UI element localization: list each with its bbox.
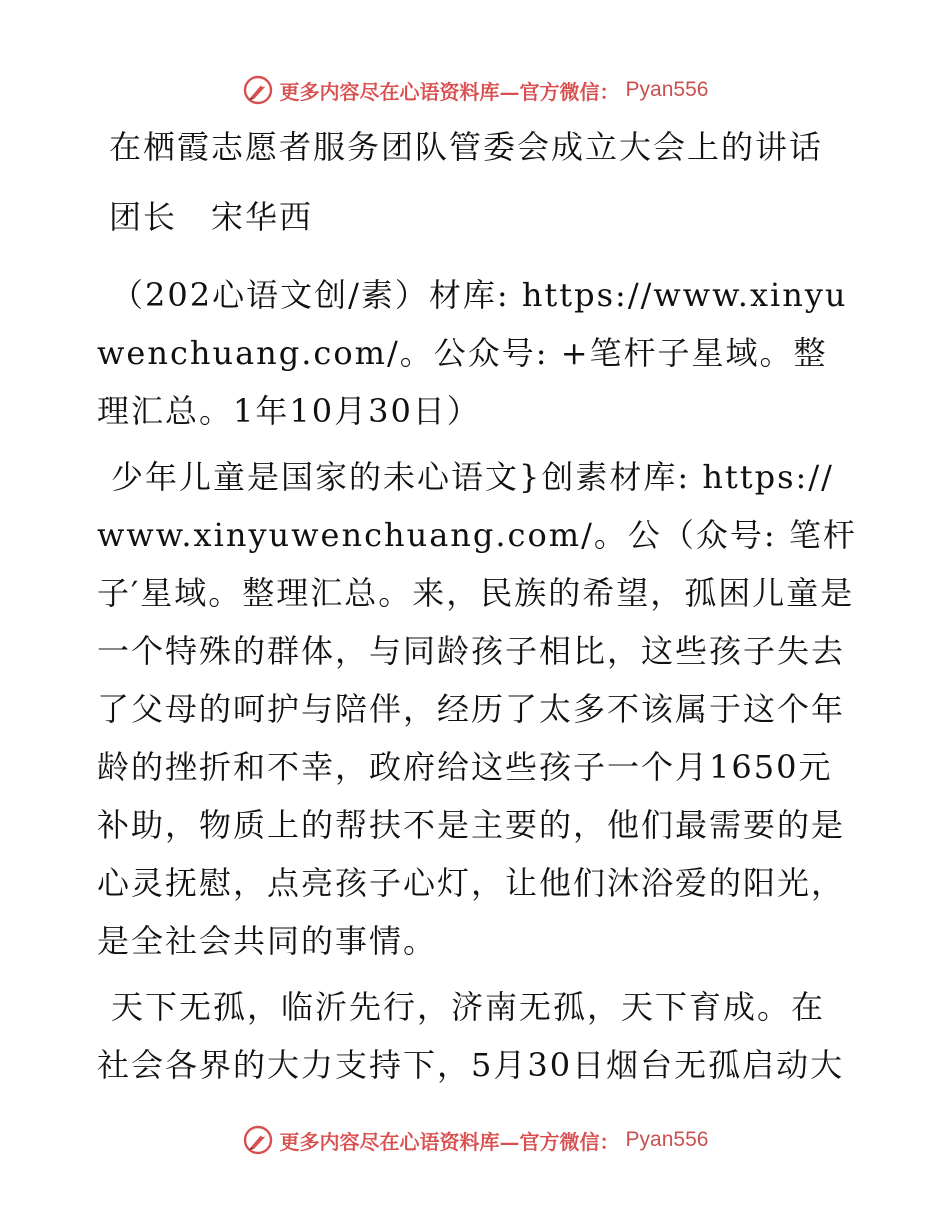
source-note: （202心语文创/素）材库: https://www.xinyuwenchuang.com/。公众号: +笔杆子星域。整理汇总。1年10月30日） xyxy=(97,276,848,430)
header-watermark xyxy=(0,70,950,110)
author-line xyxy=(97,188,857,246)
document-body xyxy=(97,118,857,1094)
paragraph: 少年儿童是国家的未心语文}创素材库: https://www.xinyuwenchuang.com/。公（众号: 笔杆子′星域。整理汇总。来，民族的希望，孤困儿童是一个特殊的群体，与同龄孩子相比，这些孩子失去了父母的呵护与陪伴，经历了太多不该属于这个年龄的挫折和不幸，政府给这些孩子一个月1650元补助，物质上的帮扶不是主要的，他们最需要的是心灵抚慰，点亮孩子心灯，让他们沐浴爱的阳光，是全社会共同的事情。 xyxy=(97,458,857,960)
pen-nib-logo-icon xyxy=(242,1124,274,1156)
author-name: 宋华西 xyxy=(211,198,314,236)
watermark-text: 更多内容尽在心语资料库—官方微信： xyxy=(279,79,620,104)
watermark-wechat-id: Pyan556 xyxy=(625,1128,709,1151)
document-title: 在栖霞志愿者服务团队管委会成立大会上的讲话 xyxy=(109,128,824,166)
watermark-text: 更多内容尽在心语资料库—官方微信： xyxy=(279,1129,620,1154)
pen-nib-logo-icon xyxy=(242,74,274,106)
author-role: 团长 xyxy=(109,198,178,236)
footer-watermark xyxy=(0,1120,950,1160)
paragraph: 天下无孤，临沂先行，济南无孤，天下育成。在社会各界的大力支持下，5月30日烟台无孤启动大 xyxy=(97,988,845,1084)
watermark-wechat-id: Pyan556 xyxy=(625,78,709,101)
